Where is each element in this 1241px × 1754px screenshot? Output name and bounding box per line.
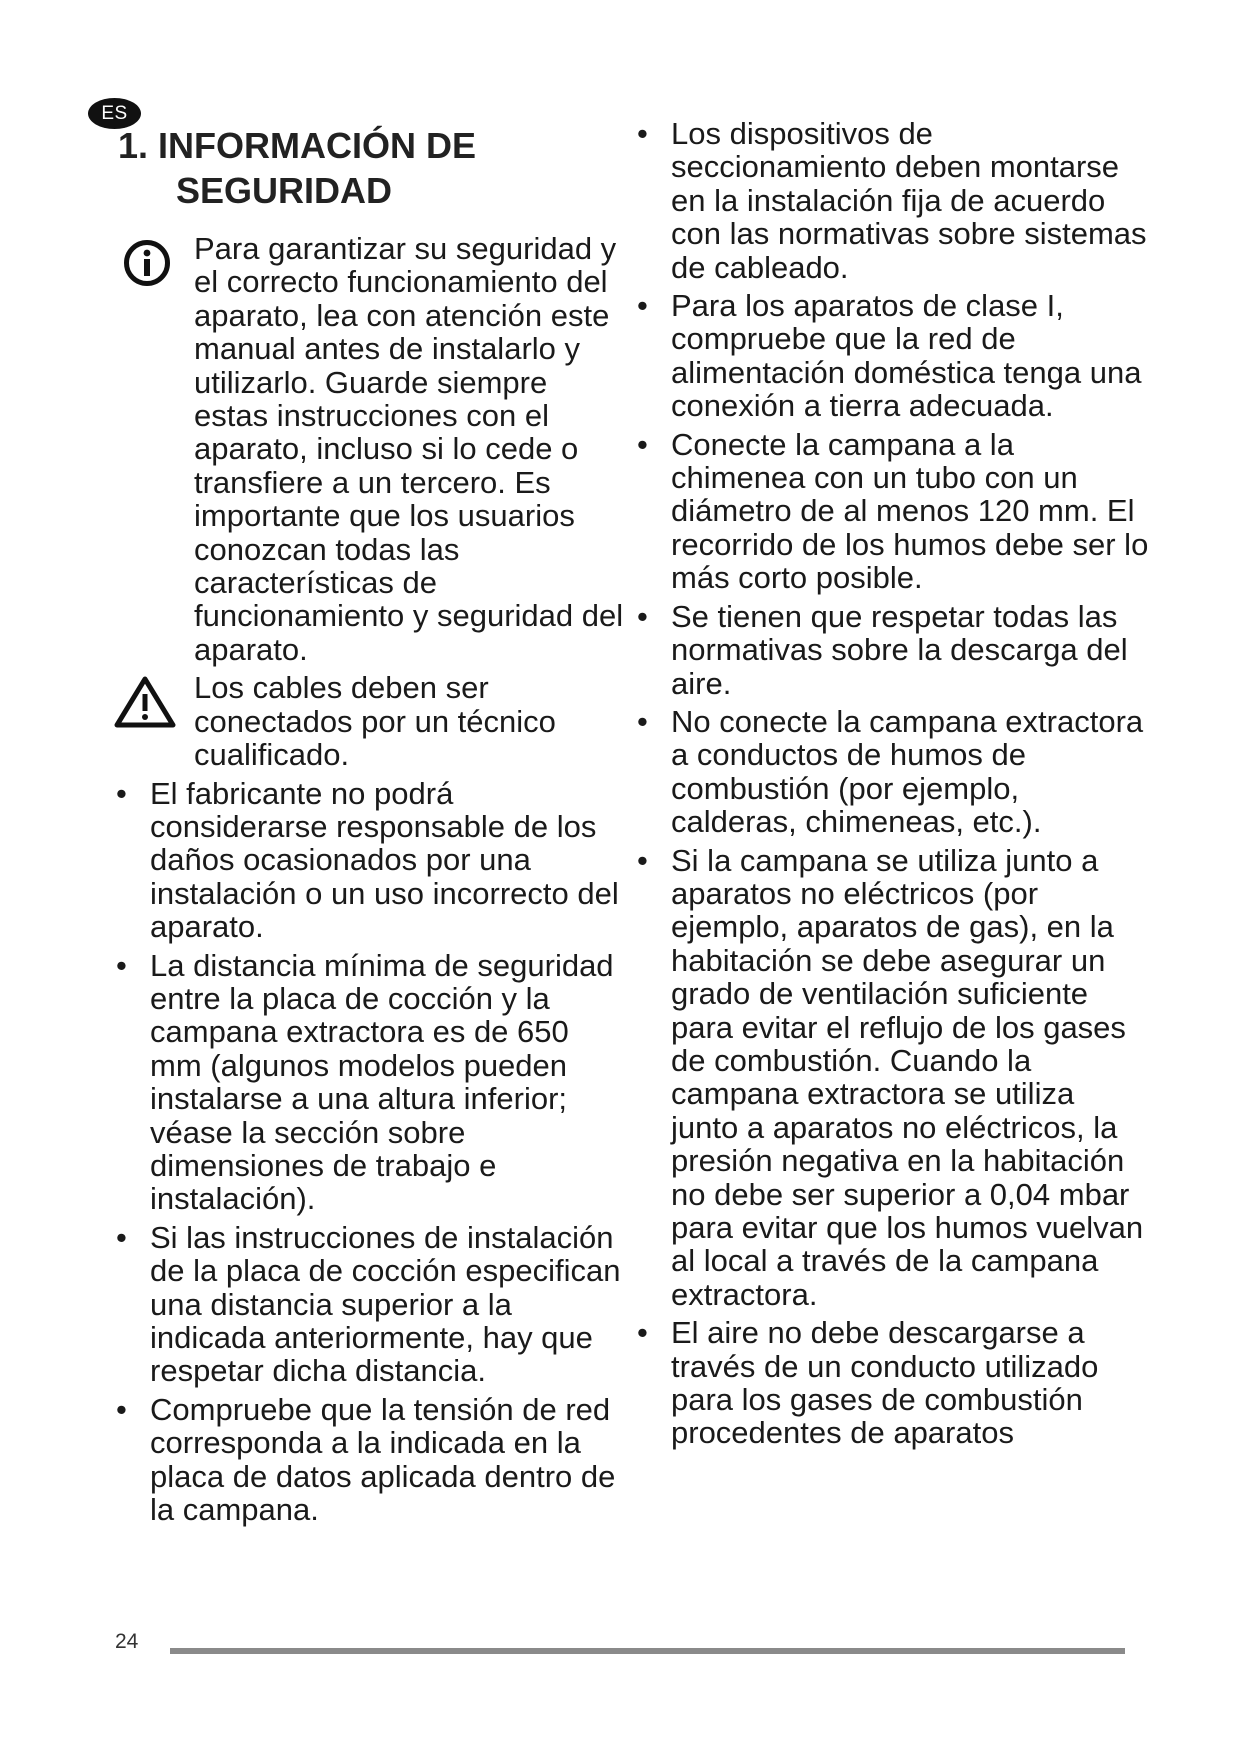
bullet-marker: • — [637, 426, 648, 462]
warning-note — [116, 671, 628, 771]
right-column — [637, 117, 1149, 1455]
list-item — [637, 1316, 1149, 1450]
list-item-text: Si las instrucciones de instalación de la placa de cocción especifican una distancia superior a la indicada anteriormente, hay que respetar dicha distancia. — [150, 1219, 621, 1389]
list-item — [116, 1221, 628, 1388]
page-number: 24 — [115, 1630, 139, 1653]
info-note-text: Para garantizar su seguridad y el correcto funcionamiento del aparato, lea con atención este manual antes de instalarlo y utilizarlo. Guarde siempre estas instrucciones con el aparato, incluso si lo cede o transfiere a un tercero. Es importante que los usuarios conozcan todas las características de funcionamiento y seguridad del aparato. — [194, 231, 624, 667]
bullet-marker: • — [116, 1391, 127, 1427]
section-title-line-2: SEGURIDAD — [176, 170, 393, 211]
bullet-marker: • — [637, 842, 648, 878]
list-item — [637, 117, 1149, 284]
bullet-marker: • — [116, 947, 127, 983]
bullet-marker: • — [637, 598, 648, 634]
warning-triangle-icon — [113, 674, 177, 736]
list-item-text: Si la campana se utiliza junto a aparatos no eléctricos (por ejemplo, aparatos de gas), en la habitación se debe asegurar un grado de ventilación suficiente para evitar el reflujo de los gases de combustión. Cuando la campana extractora se utiliza junto a aparatos no eléctricos, la presión negativa en la habitación no debe ser superior a 0,04 mbar para evitar que los humos vuelvan al local a través de la campana extractora. — [671, 842, 1144, 1312]
bullet-marker: • — [116, 1219, 127, 1255]
list-item-text: Para los aparatos de clase I, compruebe que la red de alimentación doméstica tenga una conexión a tierra adecuada. — [671, 288, 1142, 424]
list-item — [637, 289, 1149, 423]
list-item-text: Los dispositivos de seccionamiento deben montarse en la instalación fija de acuerdo con las normativas sobre sistemas de cableado. — [671, 116, 1147, 285]
left-column — [116, 232, 628, 1531]
list-item — [637, 600, 1149, 700]
section-title-line-1: 1. INFORMACIÓN DE — [118, 125, 477, 166]
list-item-text: No conecte la campana extractora a conductos de humos de combustión (por ejemplo, calderas, chimeneas, etc.). — [671, 703, 1144, 840]
bullet-marker: • — [637, 288, 648, 324]
bullet-marker: • — [637, 116, 648, 151]
bullet-marker: • — [637, 1315, 648, 1351]
bullet-marker: • — [637, 703, 648, 739]
bullet-marker: • — [116, 775, 127, 811]
list-item-text: Se tienen que respetar todas las normativas sobre la descarga del aire. — [671, 598, 1128, 701]
list-item — [637, 844, 1149, 1312]
list-item — [116, 777, 628, 944]
info-note — [116, 232, 628, 666]
list-item-text: El aire no debe descargarse a través de un conducto utilizado para los gases de combustión procedentes de aparatos — [671, 1315, 1099, 1451]
list-item — [116, 949, 628, 1216]
footer-divider — [170, 1648, 1125, 1654]
list-item — [637, 428, 1149, 595]
list-item — [116, 1393, 628, 1527]
list-item-text: Conecte la campana a la chimenea con un tubo con un diámetro de al menos 120 mm. El recorrido de los humos debe ser lo más corto posible. — [671, 426, 1149, 596]
list-item-text: El fabricante no podrá considerarse responsable de los daños ocasionados por una instalación o un uso incorrecto del aparato. — [150, 775, 619, 945]
list-item-text: Compruebe que la tensión de red corresponda a la indicada en la placa de datos aplicada dentro de la campana. — [150, 1391, 616, 1528]
list-item-text: La distancia mínima de seguridad entre la placa de cocción y la campana extractora es de 650 mm (algunos modelos pueden instalarse a una altura inferior; véase la sección sobre dimensiones de trabajo e instalación). — [150, 947, 614, 1217]
section-title — [118, 123, 476, 213]
warning-note-text: Los cables deben ser conectados por un técnico cualificado. — [194, 670, 556, 773]
language-badge: ES — [88, 98, 141, 129]
info-circle-icon — [122, 238, 172, 294]
list-item — [637, 705, 1149, 839]
